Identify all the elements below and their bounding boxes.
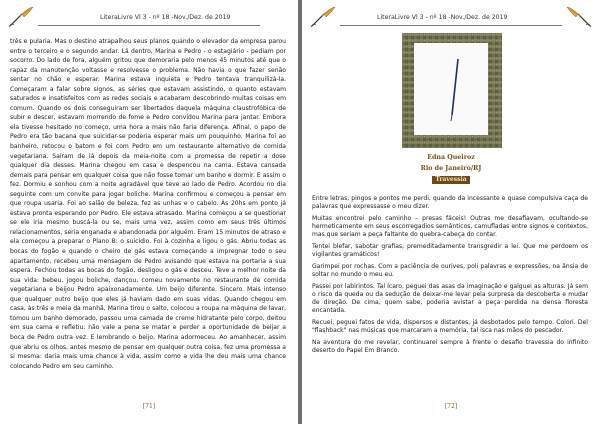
left-page [0, 0, 298, 424]
quill-pen-icon [566, 6, 592, 28]
poem-paragraph: Garimpei por rochas. Com a paciência de ourives, poli palavras e expressões, na ânsia de soltar no mundo o meu eu. [312, 262, 588, 279]
page-number: [72] [444, 403, 458, 410]
author-location: Rio de Janeiro/RJ [420, 165, 482, 172]
poem-paragraph: Recuei, peguei fatos de vida, dispersos e distantes, já desbotados pelo tempo. Colori. Del "flashback" nas músicas que marcaram a memória, tal isca nas mãos do pescador. [312, 319, 588, 335]
journal-title: LiteraLivre Vl 3 - nº 18 -Nov./Dez. de 2019 [377, 14, 508, 21]
story-body [10, 37, 286, 375]
page-header [302, 6, 600, 26]
poem-paragraph: Muitas encontrei pelo caminho – presas fáceis! Outras me desafiavam, ocultando-se hermeticamente em seus escorregadios semânticos, camufladas entre signos e contextos, mas que seriam a peça faltante do quebra-cabeça do contar. [312, 214, 588, 239]
poem-title-badge: Travessia [432, 176, 469, 184]
quill-pen-icon [310, 6, 336, 28]
poem-body [312, 195, 588, 359]
poem-paragraph: Na aventura do me revelar, continuarei sempre à frente o desafio travessia do infinito deserto do Papel Em Branco. [312, 339, 588, 355]
poem-paragraph: Entre letras, pingos e pontos me perdi, quando da incessante e quase compulsiva caça de palavras que expressasse o meu dizer. [312, 195, 588, 211]
author-photo [402, 33, 502, 148]
poem-paragraph: Passei por labirintos. Tal Ícaro, peguei das asas da imaginação e galguei as alturas. Já sem o risco da queda ou da sedução de deixar-me levar pela surpresa da descoberta e mudar de direção. De cima, quem sabe, poderia avistar a peça perdida na densa floresta encantada. [312, 282, 588, 315]
story-paragraph: três e pularia. Mas o destino atrapalhou seus planos quando o elevador da empresa parou entre o terceiro e o segundo andar. Lá dentro, Marina e Pedro - o estagiário - pediam por socorro. Do lado de fora, alguém gritou que demoraria pelo menos 45 minutos até que o rapaz da manutenção voltasse e resolvesse o problema. Não havia o que fazer senão sentar no chão e esperar. Marina estava inquieta e Pedro tentava tranquilizá-la. Começaram a falar sobre signos, as séries que estavam assistindo, o quanto estavam saturados e insatisfeitos com as redes sociais e acabaram descobrindo muitas coisas em comum. Quando os dois conseguiram ser libertados daquela máquina claustrofóbica de subir e descer, estavam morrendo de fome e Pedro convidou Marina para jantar. Embora ela tivesse hesitado no começo, uma hora a mais não faria diferença. Afinal, o papo de Pedro era tão bacana que suicidar-se poderia esperar mais um pouquinho. Marina foi ao banheiro, retocou o batom e foi com Pedro em um restaurante alternativo de comida vegetariana. Saíram de lá depois da meia-noite com a promessa de repetir a dose qualquer dia desses. Marina chegou em casa e despencou na cama. Estava cansada demais para pensar em qualquer coisa que não fosse tomar um banho e dormir. E assim o fez. Dormiu e sonhou com a noite agradável que teve ao lado de Pedro. Acordou no dia seguinte com um convite para jogar boliche. Marina confirmou e começou a pensar em que roupa usaria. Foi ao salão de beleza, fez as unhas e o cabelo. Às 20hs em ponto já estava pronta esperando por Pedro. Ele estava atrasado. Marina começou a se questionar se ele iria mesmo buscá-la ou se, mais uma vez, assim como em seus três últimos relacionamentos, seria enganada e abandonada por alguém. Eram 15 minutos de atraso e ela começou a preparar o Plano B: o suicídio. Foi à cozinha e ligou o gás. Abriu todas as bocas do fogão e quando o cheiro de gás estava começando a impregnar todo o seu apartamento, recebeu uma mensagem de Pedro avisando que estava na portaria a sua espera. Fechou todas as bocas do fogão, desligou o gás e desceu. Teve a melhor noite da sua vida: bebeu, jogou boliche, dançou, comeu novamente no restaurante de comida vegetariana e beijou Pedro apaixonadamente. Um beijo diferente. Sincero. Mais intenso que qualquer outro beijo que eles já haviam dado em suas vidas. Quando chegou em casa, às três e meia da manhã, Marina tirou o salto, colocou a roupa na máquina de lavar, tomou um banho demorado, passou uma camada de creme hidratante pelo corpo, deitou em sua cama e refletiu: não vale a pena se matar e perder a oportunidade de beijar a boca de Pedro outra vez. E lembrando o beijo, Marina adormeceu. Ao amanhecer, assim que abriu os olhos, antes mesmo de pensar em qualquer outra coisa, fez uma promessa a si mesma: daria mais uma chance à vida, assim como a vida lhe deu mais uma chance colocando Pedro em seu caminho. [10, 38, 286, 370]
header-rule [38, 25, 260, 26]
header-rule [340, 25, 562, 26]
author-info [302, 152, 600, 185]
author-name: Edna Queiroz [427, 154, 475, 161]
page-number: [71] [142, 403, 156, 410]
journal-title: LiteraLivre Vl 3 - nº 18 -Nov./Dez. de 2019 [100, 14, 231, 21]
poem-paragraph: Tentei blefar, sabotar grafias, premeditadamente transgredir a lei. Que me perdoem os vigilantes gramáticos! [312, 243, 588, 259]
right-page [302, 0, 600, 424]
page-header [0, 6, 298, 26]
quill-pen-icon [8, 6, 34, 28]
